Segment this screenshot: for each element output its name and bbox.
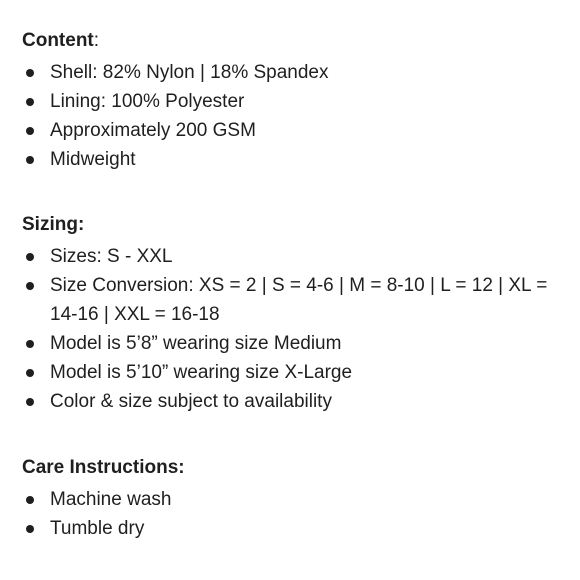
bullet-icon [26,253,34,261]
bullet-icon [26,340,34,348]
list-item [22,116,580,145]
care-instructions-section [22,455,580,543]
list-item-text: Midweight [50,149,136,170]
sizing-section [22,212,580,416]
list-item [22,242,580,271]
list-item [22,358,580,387]
content-heading-colon: : [93,30,100,51]
list-item-text: Lining: 100% Polyester [50,91,245,112]
bullet-icon [26,496,34,504]
bullet-icon [26,156,34,164]
list-item [22,87,580,116]
care-instructions-heading [22,455,580,481]
bullet-icon [26,398,34,406]
content-section [22,28,580,174]
list-item [22,485,580,514]
list-item-text: Model is 5’8” wearing size Medium [50,333,342,354]
care-list [22,485,580,543]
list-item-text: Color & size subject to availability [50,391,332,412]
list-item [22,58,580,87]
list-item-text: Approximately 200 GSM [50,120,256,141]
list-item-text: Sizes: S - XXL [50,246,173,267]
sizing-heading-label: Sizing: [22,214,85,235]
content-heading-label: Content [22,30,94,51]
bullet-icon [26,282,34,290]
list-item-text: Tumble dry [50,518,145,539]
bullet-icon [26,369,34,377]
list-item-text: Shell: 82% Nylon | 18% Spandex [50,62,329,83]
list-item [22,271,580,329]
content-list [22,58,580,174]
list-item-text: Machine wash [50,489,172,510]
bullet-icon [26,69,34,77]
list-item-text: Size Conversion: XS = 2 | S = 4-6 | M = 8-10 | L = 12 | XL = 14-16 | XXL = 16-18 [50,275,548,325]
sizing-list [22,242,580,416]
care-heading-label: Care Instructions: [22,457,185,478]
sizing-heading [22,212,580,238]
bullet-icon [26,98,34,106]
list-item [22,145,580,174]
list-item [22,329,580,358]
content-heading [22,28,580,54]
list-item [22,514,580,543]
list-item-text: Model is 5’10” wearing size X-Large [50,362,353,383]
bullet-icon [26,525,34,533]
list-item [22,387,580,416]
bullet-icon [26,127,34,135]
